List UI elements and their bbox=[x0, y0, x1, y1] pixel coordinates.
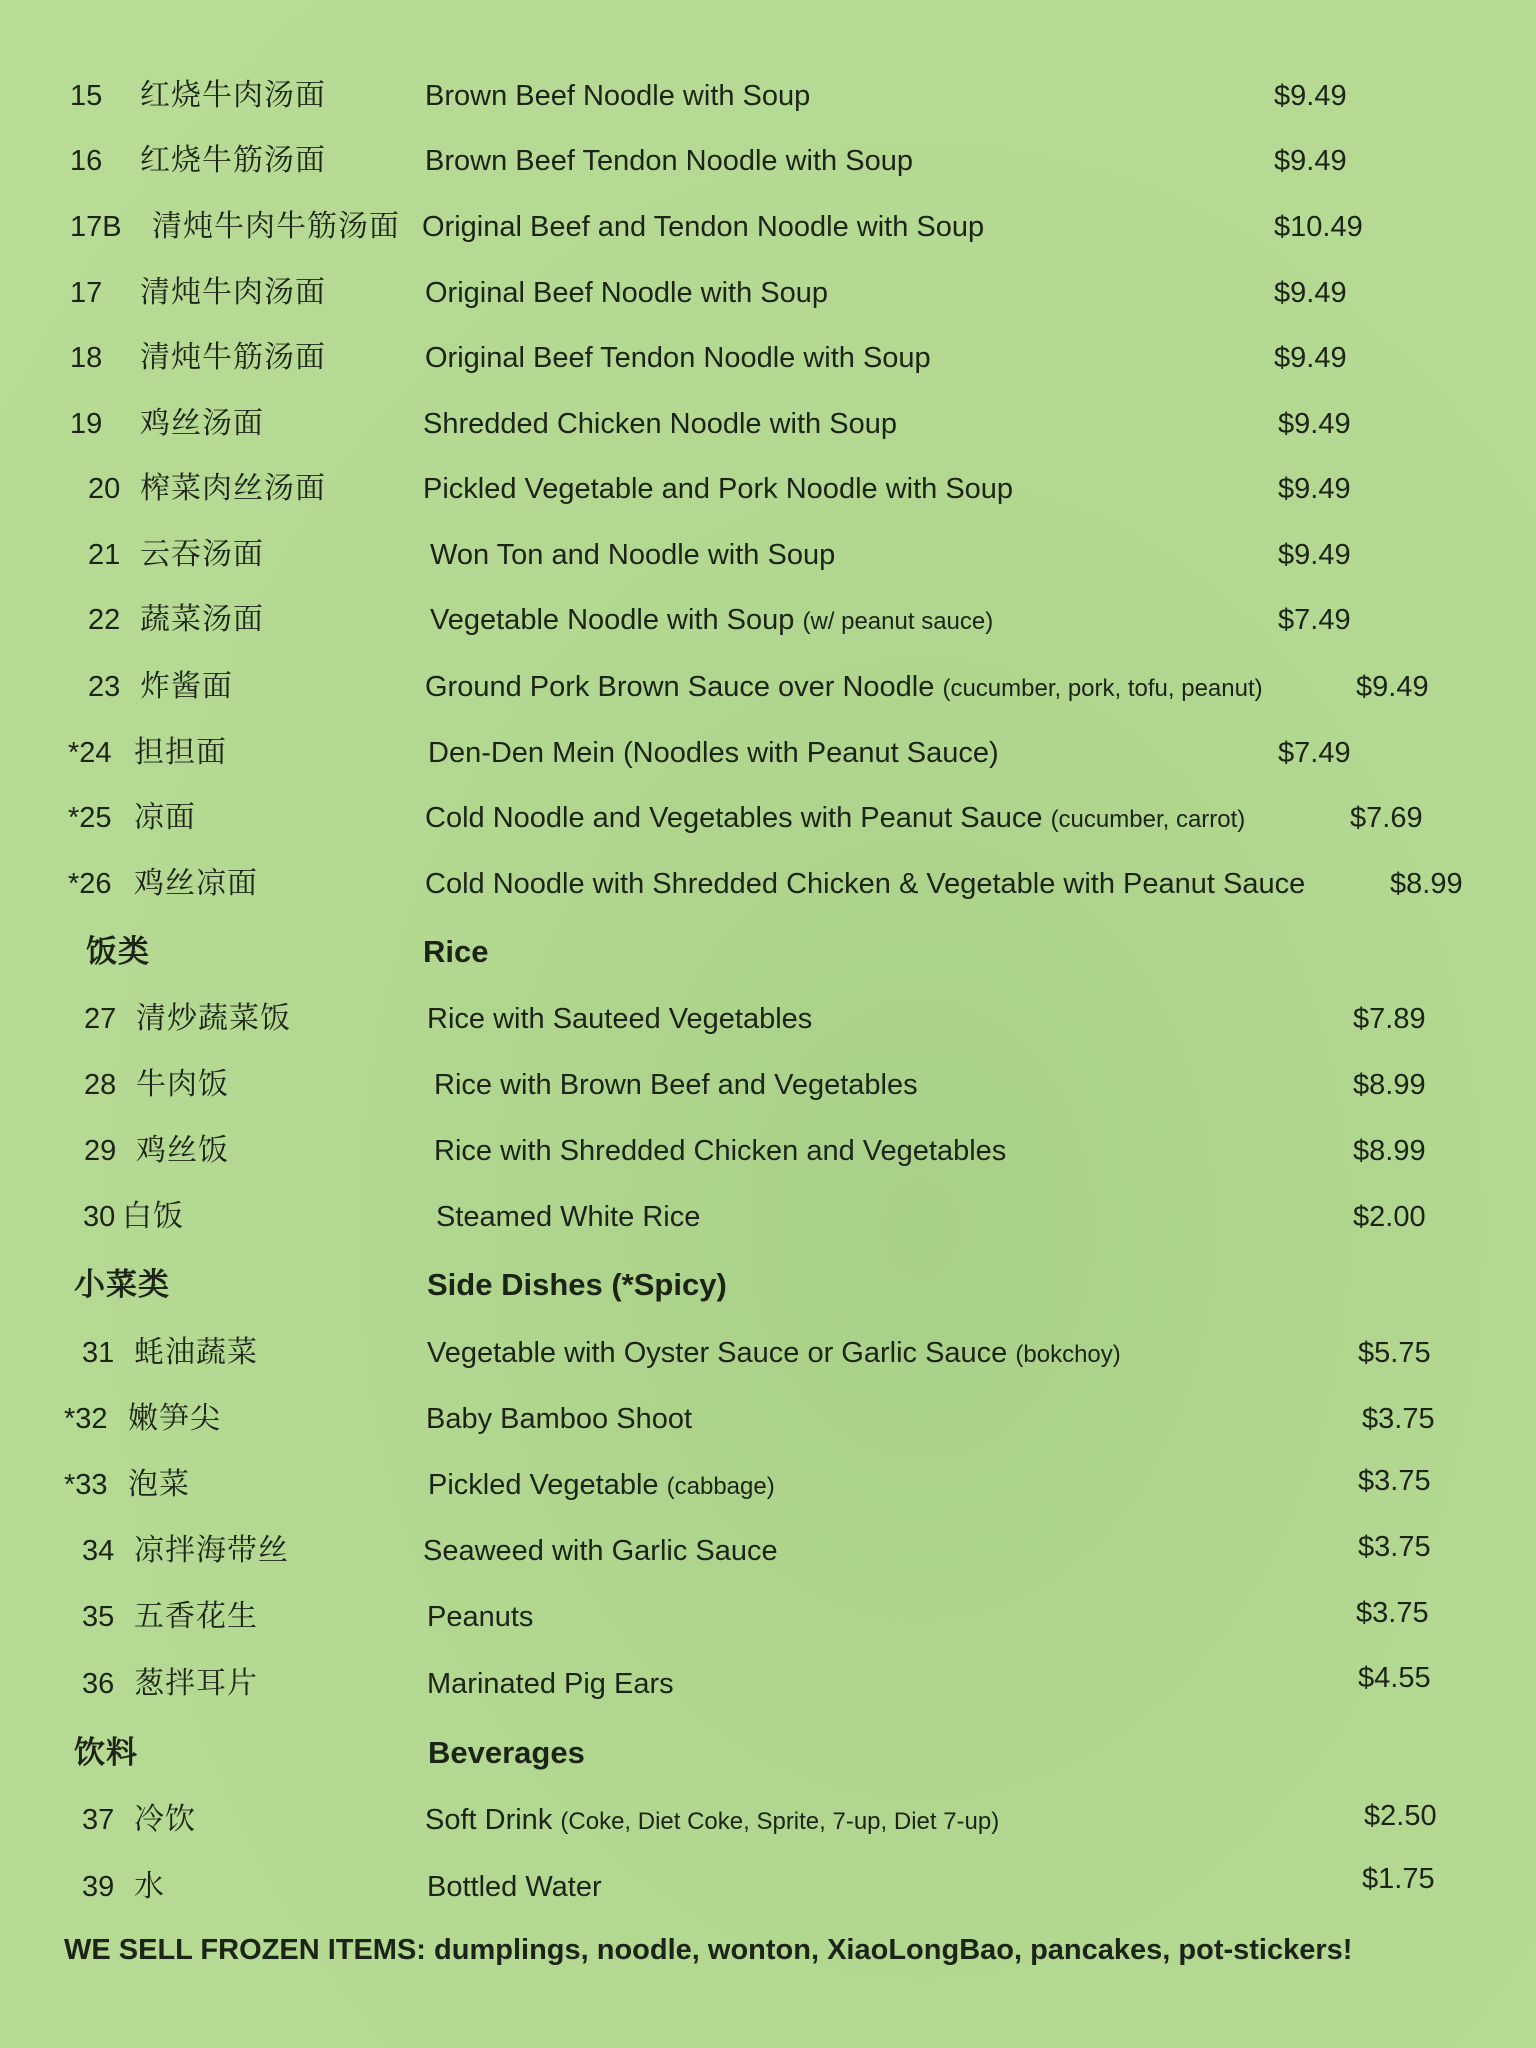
item-price: $9.49 bbox=[1278, 539, 1351, 571]
item-name-chinese: 葱拌耳片 bbox=[134, 1667, 258, 1700]
item-name-chinese: 水 bbox=[134, 1870, 165, 1903]
menu-item bbox=[0, 1863, 1536, 1917]
item-name-english: Bottled Water bbox=[427, 1871, 602, 1903]
item-name-chinese: 榨菜肉丝汤面 bbox=[140, 472, 326, 505]
item-price: $10.49 bbox=[1274, 211, 1363, 243]
item-name-chinese: 泡菜 bbox=[128, 1468, 190, 1501]
section-title-chinese: 饮料 bbox=[74, 1735, 138, 1770]
item-price: $7.49 bbox=[1278, 604, 1351, 636]
item-price: $4.55 bbox=[1358, 1662, 1431, 1694]
item-name-english: Rice with Sauteed Vegetables bbox=[427, 1003, 813, 1035]
menu-item bbox=[0, 1800, 1536, 1850]
menu-item bbox=[0, 404, 1536, 454]
menu-item bbox=[0, 1197, 1536, 1247]
item-name-english: Shredded Chicken Noodle with Soup bbox=[423, 408, 897, 440]
item-name-english: Original Beef Tendon Noodle with Soup bbox=[425, 342, 931, 374]
item-name-chinese: 鸡丝汤面 bbox=[140, 407, 264, 440]
item-name-chinese: 担担面 bbox=[134, 736, 227, 769]
item-name-chinese: 清炒蔬菜饭 bbox=[136, 1002, 291, 1035]
item-number: *24 bbox=[68, 737, 112, 769]
frozen-items-list: dumplings, noodle, wonton, XiaoLongBao, pancakes, pot-stickers! bbox=[434, 1934, 1353, 1966]
item-price: $7.49 bbox=[1278, 737, 1351, 769]
menu-item bbox=[0, 1531, 1536, 1581]
item-number: 34 bbox=[82, 1535, 115, 1567]
menu-item bbox=[0, 273, 1536, 323]
menu-item bbox=[0, 338, 1536, 388]
item-price: $8.99 bbox=[1353, 1135, 1426, 1167]
item-name-chinese: 清炖牛筋汤面 bbox=[140, 341, 326, 374]
item-number: 29 bbox=[84, 1135, 117, 1167]
item-number: *26 bbox=[68, 868, 112, 900]
menu-item bbox=[0, 1333, 1536, 1383]
menu-item bbox=[0, 1465, 1536, 1515]
item-price: $9.49 bbox=[1274, 145, 1347, 177]
item-number: 36 bbox=[82, 1668, 115, 1700]
item-name-chinese: 炸酱面 bbox=[140, 670, 233, 703]
item-number: 31 bbox=[82, 1337, 115, 1369]
item-name-english: Seaweed with Garlic Sauce bbox=[423, 1535, 778, 1567]
item-price: $3.75 bbox=[1356, 1597, 1429, 1629]
menu-item bbox=[0, 1065, 1536, 1115]
item-name-chinese: 五香花生 bbox=[134, 1600, 258, 1633]
menu-item bbox=[0, 600, 1536, 650]
item-number: 19 bbox=[70, 408, 103, 440]
item-name-english: Soft Drink (Coke, Diet Coke, Sprite, 7-up, Diet 7-up) bbox=[425, 1804, 1000, 1836]
section-heading-rice bbox=[0, 932, 1536, 982]
item-price: $9.49 bbox=[1274, 80, 1347, 112]
item-price: $2.50 bbox=[1364, 1800, 1437, 1832]
item-name-english: Brown Beef Tendon Noodle with Soup bbox=[425, 145, 913, 177]
menu-item bbox=[0, 469, 1536, 519]
section-heading-sides bbox=[0, 1265, 1536, 1315]
menu-item bbox=[0, 1131, 1536, 1181]
item-name-chinese: 蚝油蔬菜 bbox=[134, 1336, 258, 1369]
item-price: $8.99 bbox=[1390, 868, 1463, 900]
item-name-english: Steamed White Rice bbox=[436, 1201, 701, 1233]
item-name-chinese: 红烧牛肉汤面 bbox=[140, 79, 326, 112]
section-title-english: Rice bbox=[423, 934, 489, 969]
item-number: 18 bbox=[70, 342, 103, 374]
menu-item bbox=[0, 999, 1536, 1049]
item-price: $3.75 bbox=[1358, 1531, 1431, 1563]
item-name-chinese: 鸡丝饭 bbox=[136, 1134, 229, 1167]
item-name-english: Vegetable Noodle with Soup (w/ peanut sauce) bbox=[430, 604, 994, 636]
menu-item bbox=[0, 141, 1536, 191]
item-price: $9.49 bbox=[1278, 408, 1351, 440]
item-name-chinese: 清炖牛肉汤面 bbox=[140, 276, 326, 309]
item-number: *25 bbox=[68, 802, 112, 834]
item-number: 17 bbox=[70, 277, 103, 309]
menu-item bbox=[0, 207, 1536, 257]
item-price: $9.49 bbox=[1278, 473, 1351, 505]
frozen-items-notice bbox=[64, 1930, 1352, 1970]
item-price: $5.75 bbox=[1358, 1337, 1431, 1369]
item-number: 16 bbox=[70, 145, 103, 177]
frozen-items-lead: WE SELL FROZEN ITEMS: bbox=[64, 1934, 426, 1966]
item-number: 27 bbox=[84, 1003, 117, 1035]
item-name-chinese: 凉拌海带丝 bbox=[134, 1534, 289, 1567]
item-number: 15 bbox=[70, 80, 103, 112]
item-name-chinese: 云吞汤面 bbox=[140, 538, 264, 571]
item-name-chinese: 牛肉饭 bbox=[136, 1068, 229, 1101]
item-name-english: Rice with Brown Beef and Vegetables bbox=[434, 1069, 918, 1101]
menu-item bbox=[0, 798, 1536, 848]
item-name-english: Den-Den Mein (Noodles with Peanut Sauce) bbox=[428, 737, 999, 769]
item-number: *33 bbox=[64, 1469, 108, 1501]
item-number: 39 bbox=[82, 1871, 115, 1903]
item-number: 28 bbox=[84, 1069, 117, 1101]
item-name-english: Original Beef and Tendon Noodle with Soup bbox=[422, 211, 985, 243]
section-heading-beverages bbox=[0, 1733, 1536, 1783]
item-name-english: Marinated Pig Ears bbox=[427, 1668, 674, 1700]
item-price: $9.49 bbox=[1356, 671, 1429, 703]
item-number: 20 bbox=[88, 473, 121, 505]
menu-item bbox=[0, 1399, 1536, 1449]
menu-item bbox=[0, 76, 1536, 126]
menu-item bbox=[0, 733, 1536, 783]
menu-item bbox=[0, 1664, 1536, 1714]
item-name-english: Cold Noodle with Shredded Chicken & Vegetable with Peanut Sauce bbox=[425, 868, 1306, 900]
item-name-chinese: 凉面 bbox=[134, 801, 196, 834]
item-name-chinese: 鸡丝凉面 bbox=[134, 867, 258, 900]
item-name-english: Pickled Vegetable and Pork Noodle with Soup bbox=[423, 473, 1014, 505]
item-name-english: Baby Bamboo Shoot bbox=[426, 1403, 693, 1435]
item-name-english: Brown Beef Noodle with Soup bbox=[425, 80, 811, 112]
section-title-chinese: 小菜类 bbox=[74, 1267, 170, 1302]
item-name-english: Cold Noodle and Vegetables with Peanut Sauce (cucumber, carrot) bbox=[425, 802, 1246, 834]
item-name-english: Won Ton and Noodle with Soup bbox=[430, 539, 836, 571]
item-price: $2.00 bbox=[1353, 1201, 1426, 1233]
item-number: 23 bbox=[88, 671, 121, 703]
menu-item bbox=[0, 864, 1536, 914]
section-title-english: Beverages bbox=[428, 1735, 585, 1770]
item-number: 21 bbox=[88, 539, 121, 571]
item-number: 30 bbox=[83, 1201, 116, 1233]
item-name-english: Rice with Shredded Chicken and Vegetables bbox=[434, 1135, 1007, 1167]
section-title-english: Side Dishes (*Spicy) bbox=[427, 1267, 727, 1302]
menu-item bbox=[0, 535, 1536, 585]
item-name-english: Peanuts bbox=[427, 1601, 534, 1633]
item-number: 17B bbox=[70, 211, 122, 243]
item-number: 35 bbox=[82, 1601, 115, 1633]
item-number: 22 bbox=[88, 604, 121, 636]
item-price: $3.75 bbox=[1358, 1465, 1431, 1497]
item-price: $7.89 bbox=[1353, 1003, 1426, 1035]
item-price: $9.49 bbox=[1274, 277, 1347, 309]
item-price: $3.75 bbox=[1362, 1403, 1435, 1435]
item-name-chinese: 白饭 bbox=[122, 1200, 184, 1233]
item-price: $8.99 bbox=[1353, 1069, 1426, 1101]
item-name-english: Original Beef Noodle with Soup bbox=[425, 277, 829, 309]
item-number: 37 bbox=[82, 1804, 115, 1836]
item-name-chinese: 嫩笋尖 bbox=[128, 1402, 221, 1435]
item-number: *32 bbox=[64, 1403, 108, 1435]
section-title-chinese: 饭类 bbox=[86, 934, 150, 969]
item-price: $7.69 bbox=[1350, 802, 1423, 834]
item-name-english: Vegetable with Oyster Sauce or Garlic Sauce (bokchoy) bbox=[427, 1337, 1121, 1369]
item-name-english: Pickled Vegetable (cabbage) bbox=[428, 1469, 775, 1501]
menu-item bbox=[0, 667, 1536, 717]
item-name-english: Ground Pork Brown Sauce over Noodle (cucumber, pork, tofu, peanut) bbox=[425, 671, 1263, 703]
item-name-chinese: 蔬菜汤面 bbox=[140, 603, 264, 636]
item-name-chinese: 红烧牛筋汤面 bbox=[140, 144, 326, 177]
menu-item bbox=[0, 1597, 1536, 1647]
item-price: $1.75 bbox=[1362, 1863, 1435, 1895]
item-name-chinese: 清炖牛肉牛筋汤面 bbox=[152, 210, 400, 243]
item-price: $9.49 bbox=[1274, 342, 1347, 374]
item-name-chinese: 冷饮 bbox=[134, 1803, 196, 1836]
